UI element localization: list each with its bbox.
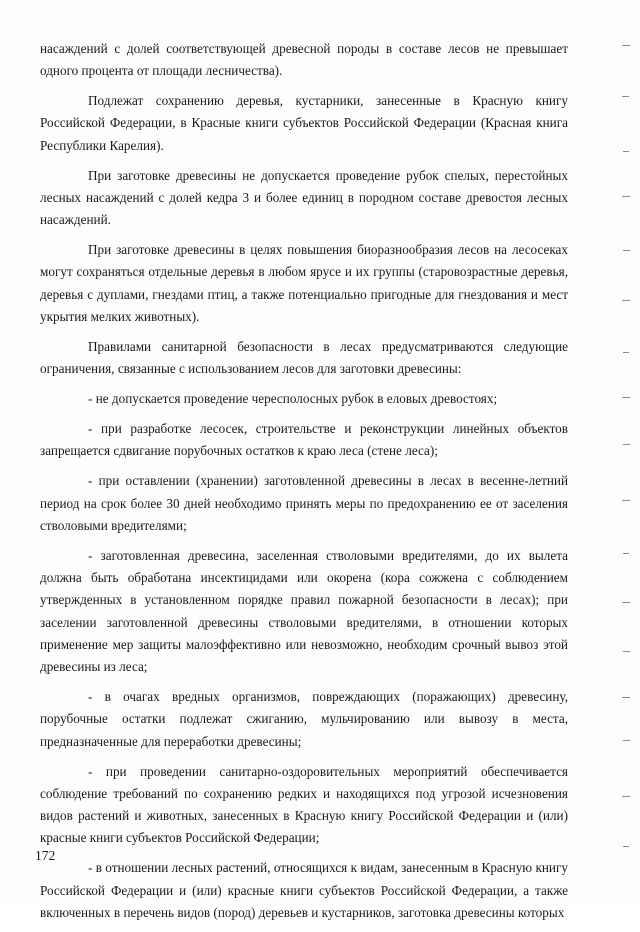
list-item: - в отношении лесных растений, относящихся к видам, занесенным в Красную книгу Российской Федерации и (или) красные книги субъектов Российской Федерации, а также включенных в перечень видов (пород) деревьев и кустарников, заготовка древесины которых <box>40 860 568 920</box>
scan-edge-mark <box>622 602 630 603</box>
scan-edge-mark <box>622 300 630 301</box>
scan-edge-mark <box>623 151 629 152</box>
scan-edge-mark <box>622 96 629 97</box>
scan-edge-mark <box>623 651 630 652</box>
scan-edge-mark <box>623 553 629 554</box>
scan-edge-mark <box>622 697 630 698</box>
paragraph: При заготовке древесины в целях повышения биоразнообразия лесов на лесосеках могут сохраняться отдельные деревья в любом ярусе и их группы (старовозрастные деревья, деревья с дуплами, гнездами птиц, а также потенциально пригодные для гнездования и мест укрытия мелких животных). <box>40 242 568 325</box>
scan-edge-mark <box>622 196 630 197</box>
scan-edge-mark <box>622 45 630 46</box>
list-item: - при проведении санитарно-оздоровительных мероприятий обеспечивается соблюдение требований по сохранению редких и находящихся под угрозой исчезновения видов растений и животных, занесенных в Красную книгу Российской Федерации и (или) красные книги субъектов Российской Федерации; <box>40 763 568 846</box>
list-item: - не допускается проведение чересполосных рубок в еловых древостоях; <box>88 391 498 407</box>
document-body <box>40 38 568 932</box>
paragraph: При заготовке древесины не допускается проведение рубок спелых, перестойных лесных насаждений с долей кедра 3 и более единиц в породном составе древостоя лесных насаждений. <box>40 167 568 228</box>
scan-edge-mark <box>623 740 630 741</box>
scan-edge-mark <box>622 397 630 398</box>
scan-edge-mark <box>622 796 630 797</box>
paragraph: Подлежат сохранению деревья, кустарники, занесенные в Красную книгу Российской Федерации, в Красные книги субъектов Российской Федерации (Красная книга Республики Карелия). <box>40 93 568 153</box>
list-item: - в очагах вредных организмов, повреждающих (поражающих) древесину, порубочные остатки подлежат сжиганию, мульчированию или вывозу в места, предназначенные для переработки древесины; <box>40 689 568 749</box>
paragraph: насаждений с долей соответствующей древесной породы в составе лесов не превышает одного процента от площади лесничества). <box>40 41 568 79</box>
paragraph: Правилами санитарной безопасности в лесах предусматриваются следующие ограничения, связанные с использованием лесов для заготовки древесины: <box>40 338 568 377</box>
page-number: 172 <box>35 848 56 863</box>
list-item: - заготовленная древесина, заселенная стволовыми вредителями, до их вылета должна быть обработана инсектицидами или окорена (кора сожжена с соблюдением утвержденных в установленном порядке правил пожарной безопасности в лесах); при заселении заготовленной древесины стволовыми вредителями, в отношении которых применение мер защиты малоэффективно или невозможно, необходим срочный вывоз этой древесины из леса; <box>40 547 568 675</box>
scan-edge-mark <box>623 352 629 353</box>
scan-edge-mark <box>622 500 630 501</box>
scan-edge-mark <box>623 846 629 847</box>
scan-edge-mark <box>623 250 630 251</box>
list-item: - при разработке лесосек, строительстве и реконструкции линейных объектов запрещается сдвигание порубочных остатков к краю леса (стене леса); <box>40 421 568 459</box>
scan-edge-mark <box>623 444 630 445</box>
list-item: - при оставлении (хранении) заготовленной древесины в лесах в весенне-летний период на срок более 30 дней необходимо принять меры по предохранению ее от заселения стволовыми вредителями; <box>40 473 568 533</box>
